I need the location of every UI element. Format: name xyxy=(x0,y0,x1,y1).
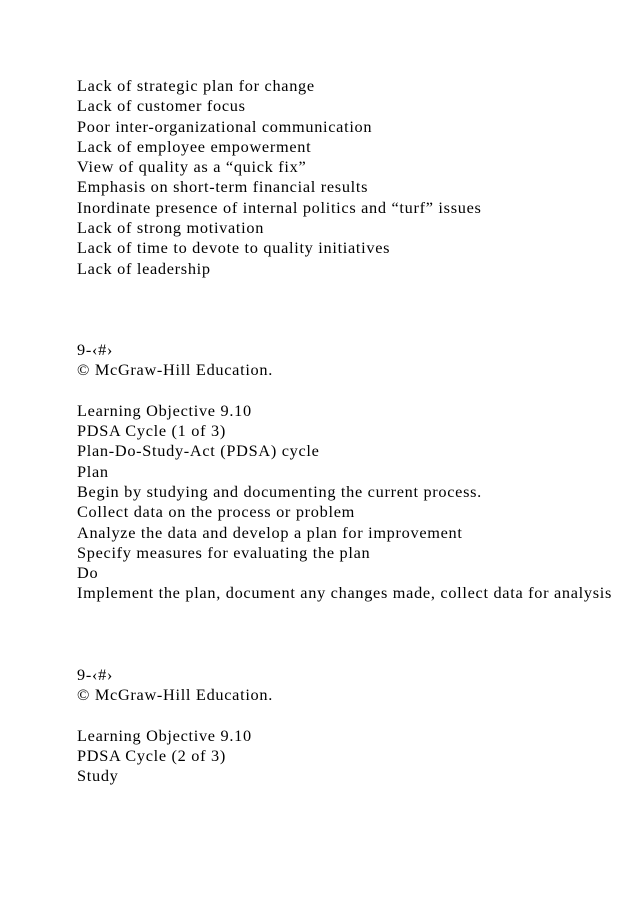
list-item: Collect data on the process or problem xyxy=(77,502,355,522)
page-marker: 9-‹#› xyxy=(77,339,114,359)
obstacles-list xyxy=(77,76,617,279)
spacer xyxy=(77,604,617,665)
list-item: Lack of employee empowerment xyxy=(77,136,312,156)
section-title: PDSA Cycle (1 of 3) xyxy=(77,421,226,441)
spacer xyxy=(77,279,617,340)
learning-objective: Learning Objective 9.10 xyxy=(77,725,252,745)
list-item: Do xyxy=(77,563,99,583)
list-item: View of quality as a “quick fix” xyxy=(77,157,307,177)
list-item: Implement the plan, document any changes made, collect data for analysis xyxy=(77,583,613,603)
list-item: Emphasis on short-term financial results xyxy=(77,177,369,197)
list-item: Inordinate presence of internal politics and “turf” issues xyxy=(77,197,482,217)
pdsa-section-1 xyxy=(77,401,617,604)
list-item: Lack of strategic plan for change xyxy=(77,76,315,95)
list-item: Lack of leadership xyxy=(77,258,211,278)
list-item: Begin by studying and documenting the current process. xyxy=(77,481,482,501)
page-marker: 9-‹#› xyxy=(77,664,114,684)
list-item: Plan-Do-Study-Act (PDSA) cycle xyxy=(77,441,320,461)
list-item: Lack of customer focus xyxy=(77,96,246,116)
list-item: Study xyxy=(77,766,119,786)
slide-footer xyxy=(77,665,617,706)
list-item: Plan xyxy=(77,461,109,481)
list-item: Specify measures for evaluating the plan xyxy=(77,542,371,562)
list-item: Analyze the data and develop a plan for improvement xyxy=(77,522,463,542)
copyright-text: © McGraw-Hill Education. xyxy=(77,360,274,380)
pdsa-section-2 xyxy=(77,726,617,787)
list-item: Lack of strong motivation xyxy=(77,218,265,238)
spacer xyxy=(77,380,617,400)
section-title: PDSA Cycle (2 of 3) xyxy=(77,745,226,765)
list-item: Lack of time to devote to quality initiatives xyxy=(77,238,391,258)
document-body xyxy=(77,76,617,786)
spacer xyxy=(77,705,617,725)
copyright-text: © McGraw-Hill Education. xyxy=(77,684,274,704)
list-item: Poor inter-organizational communication xyxy=(77,116,373,136)
learning-objective: Learning Objective 9.10 xyxy=(77,400,252,420)
slide-footer xyxy=(77,340,617,381)
